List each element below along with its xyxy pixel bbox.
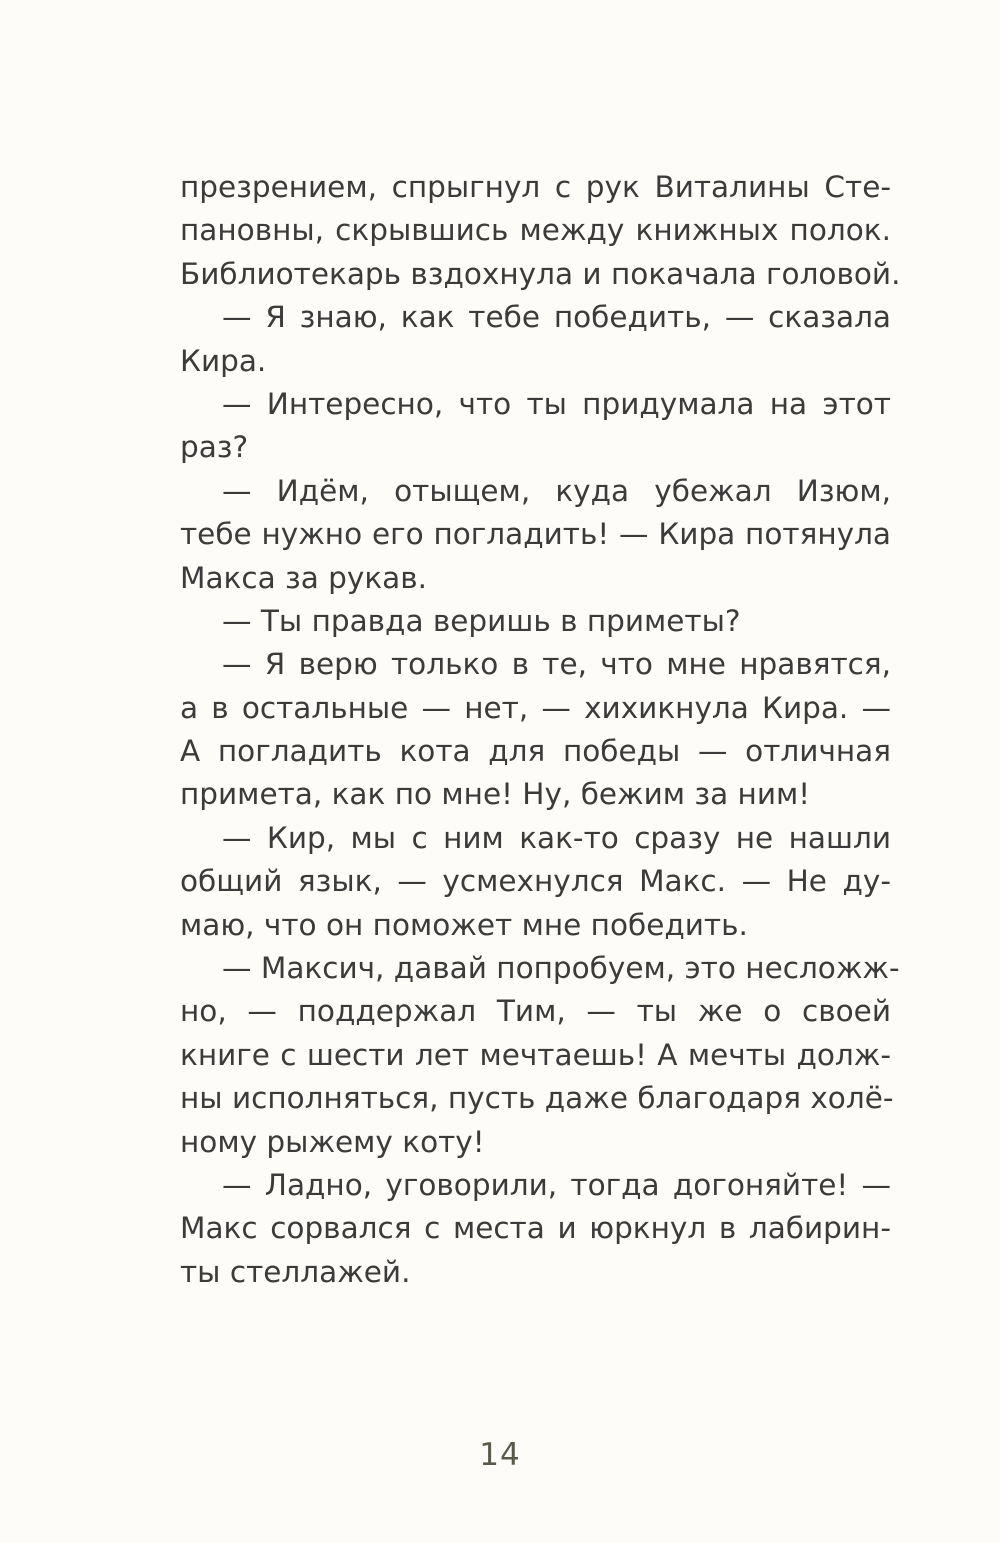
text-line: а в остальные — нет, — хихикнула Кира. — (180, 690, 891, 725)
text-line: тебе нужно его погладить! — Кира потянула (180, 517, 891, 552)
text-line: общий язык, — усмехнулся Макс. — Не ду- (180, 864, 891, 899)
text-line: Кира. (180, 343, 267, 378)
text-line: — Максич, давай попробуем, это несложж- (222, 951, 900, 986)
text-line: Макса за рукав. (180, 560, 428, 595)
page-number: 14 (479, 1437, 521, 1473)
text-line: презрением, спрыгнул с рук Виталины Сте- (180, 170, 891, 204)
text-line: ному рыжему коту! (180, 1124, 485, 1159)
text-line: пановны, скрывшись между книжных полок. (180, 213, 891, 248)
body-text (180, 166, 901, 1294)
text-line: но, — поддержал Тим, — ты же о своей (180, 994, 891, 1029)
text-line: ны исполняться, пусть даже благодаря холё- (180, 1081, 894, 1116)
text-line: ты стеллажей. (180, 1254, 411, 1289)
text-line: — Идём, отыщем, куда убежал Изюм, (222, 473, 891, 508)
text-line: Библиотекарь вздохнула и покачала головой. (180, 256, 901, 291)
text-line: — Кир, мы с ним как-то сразу не нашли (222, 820, 891, 855)
text-line: — Ты правда веришь в приметы? (222, 603, 741, 638)
text-line: А погладить кота для победы — отличная (180, 734, 891, 769)
text-line: раз? (180, 430, 249, 465)
text-line: — Я верю только в те, что мне нравятся, (222, 647, 891, 682)
text-line: Макс сорвался с места и юркнул в лабирин- (180, 1211, 891, 1246)
text-line: — Ладно, уговорили, тогда догоняйте! — (222, 1167, 891, 1202)
text-line: — Я знаю, как тебе победить, — сказала (222, 300, 891, 335)
text-line: — Интересно, что ты придумала на этот (222, 386, 891, 421)
text-line: книге с шести лет мечтаешь! А мечты долж- (180, 1037, 891, 1072)
text-line: примета, как по мне! Ну, бежим за ним! (180, 777, 811, 812)
text-line: маю, что он поможет мне победить. (180, 907, 748, 942)
